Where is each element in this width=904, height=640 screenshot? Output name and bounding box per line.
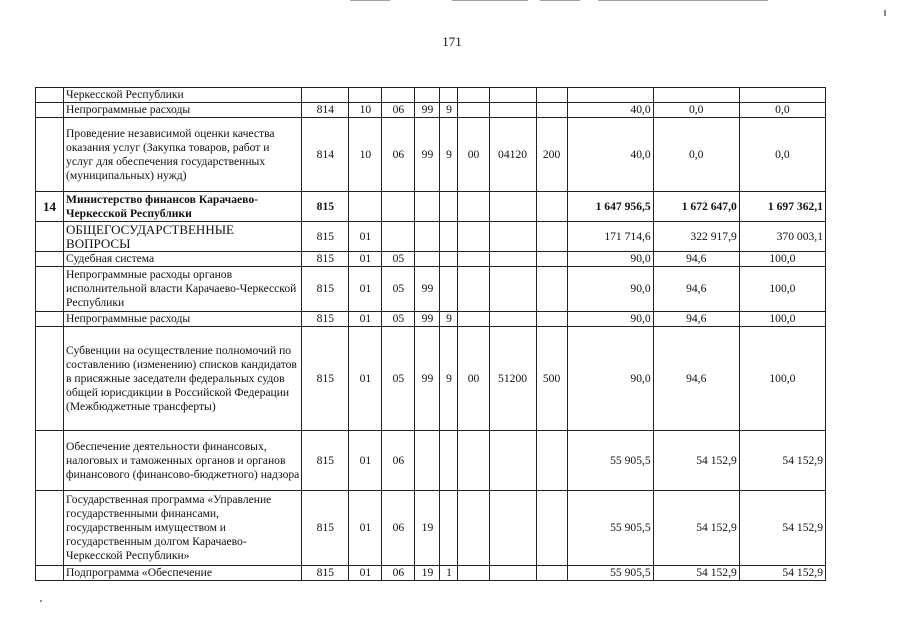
direction-code bbox=[489, 192, 536, 222]
scan-mark bbox=[40, 600, 42, 602]
podrazdel-code bbox=[382, 192, 415, 222]
program-code: 99 bbox=[415, 103, 440, 118]
direction-code bbox=[489, 252, 536, 267]
amount-year-1: 40,0 bbox=[567, 118, 653, 192]
expense-type-code bbox=[536, 312, 567, 327]
table-row bbox=[36, 566, 826, 581]
program-code: 99 bbox=[415, 118, 440, 192]
subprogram-code bbox=[440, 491, 458, 566]
vedom-code: 815 bbox=[302, 491, 349, 566]
scan-mark bbox=[540, 0, 580, 1]
row-name: Субвенции на осуществление полномочий по составлению (изменению) списков кандидатов в присяжные заседатели федеральных судов общей юрисдикции в Российской Федерации (Межбюджетные трансферты) bbox=[64, 327, 302, 431]
row-name: Непрограммные расходы bbox=[64, 103, 302, 118]
vedom-code: 815 bbox=[302, 312, 349, 327]
amount-year-3: 0,0 bbox=[739, 118, 825, 192]
row-number bbox=[36, 222, 64, 252]
program-code bbox=[415, 88, 440, 103]
expense-type-code bbox=[536, 431, 567, 491]
table-row bbox=[36, 267, 826, 312]
row-number bbox=[36, 312, 64, 327]
vedom-code: 815 bbox=[302, 222, 349, 252]
razdel-code: 01 bbox=[349, 267, 382, 312]
amount-year-3: 54 152,9 bbox=[739, 566, 825, 581]
amount-year-2: 0,0 bbox=[653, 103, 739, 118]
amount-year-3: 370 003,1 bbox=[739, 222, 825, 252]
podrazdel-code: 06 bbox=[382, 431, 415, 491]
row-name: Министерство финансов Карачаево-Черкесской Республики bbox=[64, 192, 302, 222]
expense-type-code bbox=[536, 103, 567, 118]
subprogram-code: 1 bbox=[440, 566, 458, 581]
row-name: Подпрограмма «Обеспечение bbox=[64, 566, 302, 581]
row-name: Непрограммные расходы bbox=[64, 312, 302, 327]
row-name: ОБЩЕГОСУДАРСТВЕННЫЕ ВОПРОСЫ bbox=[64, 222, 302, 252]
subprogram-code bbox=[440, 222, 458, 252]
amount-year-2: 94,6 bbox=[653, 252, 739, 267]
row-name: Обеспечение деятельности финансовых, налоговых и таможенных органов и органов финансового (финансово-бюджетного) надзора bbox=[64, 431, 302, 491]
amount-year-1: 171 714,6 bbox=[567, 222, 653, 252]
amount-year-3: 100,0 bbox=[739, 252, 825, 267]
program-code: 99 bbox=[415, 267, 440, 312]
expense-type-code bbox=[536, 267, 567, 312]
podrazdel-code: 06 bbox=[382, 118, 415, 192]
direction-code bbox=[489, 267, 536, 312]
expense-type-code bbox=[536, 491, 567, 566]
amount-year-3: 54 152,9 bbox=[739, 431, 825, 491]
scan-mark bbox=[884, 10, 886, 16]
program-code bbox=[415, 222, 440, 252]
scan-mark bbox=[350, 0, 390, 1]
subprogram-code bbox=[440, 88, 458, 103]
vedom-code: 815 bbox=[302, 327, 349, 431]
vedom-code: 815 bbox=[302, 267, 349, 312]
page-number: 171 bbox=[442, 34, 462, 49]
amount-year-3: 54 152,9 bbox=[739, 491, 825, 566]
direction-code bbox=[489, 431, 536, 491]
main-event-code bbox=[458, 267, 489, 312]
podrazdel-code: 06 bbox=[382, 566, 415, 581]
vedom-code: 815 bbox=[302, 566, 349, 581]
row-name: Государственная программа «Управление государственными финансами, государственным имуществом и государственным долгом Карачаево-Черкесской Республики» bbox=[64, 491, 302, 566]
expense-type-code bbox=[536, 566, 567, 581]
subprogram-code: 9 bbox=[440, 327, 458, 431]
razdel-code bbox=[349, 88, 382, 103]
vedom-code: 814 bbox=[302, 118, 349, 192]
table-row bbox=[36, 103, 826, 118]
direction-code bbox=[489, 103, 536, 118]
amount-year-1: 55 905,5 bbox=[567, 566, 653, 581]
vedom-code: 815 bbox=[302, 431, 349, 491]
expense-type-code bbox=[536, 88, 567, 103]
main-event-code bbox=[458, 88, 489, 103]
amount-year-2: 54 152,9 bbox=[653, 491, 739, 566]
razdel-code: 01 bbox=[349, 491, 382, 566]
amount-year-1: 90,0 bbox=[567, 267, 653, 312]
program-code: 99 bbox=[415, 327, 440, 431]
table-row bbox=[36, 327, 826, 431]
amount-year-2: 94,6 bbox=[653, 327, 739, 431]
amount-year-3: 100,0 bbox=[739, 327, 825, 431]
amount-year-2: 54 152,9 bbox=[653, 431, 739, 491]
amount-year-3 bbox=[739, 88, 825, 103]
amount-year-1: 90,0 bbox=[567, 312, 653, 327]
amount-year-2: 1 672 647,0 bbox=[653, 192, 739, 222]
program-code bbox=[415, 431, 440, 491]
expense-type-code bbox=[536, 252, 567, 267]
amount-year-1: 90,0 bbox=[567, 327, 653, 431]
program-code: 19 bbox=[415, 566, 440, 581]
amount-year-3: 0,0 bbox=[739, 103, 825, 118]
vedom-code: 814 bbox=[302, 103, 349, 118]
direction-code bbox=[489, 222, 536, 252]
podrazdel-code: 05 bbox=[382, 267, 415, 312]
amount-year-1 bbox=[567, 88, 653, 103]
table-row bbox=[36, 491, 826, 566]
subprogram-code bbox=[440, 252, 458, 267]
vedom-code: 815 bbox=[302, 252, 349, 267]
amount-year-2: 94,6 bbox=[653, 267, 739, 312]
subprogram-code bbox=[440, 431, 458, 491]
table-row bbox=[36, 118, 826, 192]
row-name: Судебная система bbox=[64, 252, 302, 267]
scan-mark bbox=[452, 0, 528, 1]
razdel-code: 01 bbox=[349, 327, 382, 431]
expense-type-code: 200 bbox=[536, 118, 567, 192]
amount-year-2 bbox=[653, 88, 739, 103]
program-code bbox=[415, 192, 440, 222]
expense-type-code bbox=[536, 192, 567, 222]
subprogram-code: 9 bbox=[440, 103, 458, 118]
amount-year-1: 55 905,5 bbox=[567, 431, 653, 491]
subprogram-code bbox=[440, 267, 458, 312]
razdel-code: 10 bbox=[349, 103, 382, 118]
razdel-code: 01 bbox=[349, 222, 382, 252]
row-number bbox=[36, 88, 64, 103]
row-number bbox=[36, 327, 64, 431]
razdel-code: 01 bbox=[349, 312, 382, 327]
podrazdel-code: 06 bbox=[382, 491, 415, 566]
main-event-code bbox=[458, 103, 489, 118]
row-number bbox=[36, 267, 64, 312]
main-event-code bbox=[458, 222, 489, 252]
podrazdel-code bbox=[382, 222, 415, 252]
row-number bbox=[36, 566, 64, 581]
row-number bbox=[36, 431, 64, 491]
podrazdel-code: 05 bbox=[382, 327, 415, 431]
direction-code: 51200 bbox=[489, 327, 536, 431]
table-row bbox=[36, 88, 826, 103]
main-event-code bbox=[458, 312, 489, 327]
direction-code bbox=[489, 566, 536, 581]
subprogram-code: 9 bbox=[440, 312, 458, 327]
razdel-code: 01 bbox=[349, 431, 382, 491]
podrazdel-code: 05 bbox=[382, 312, 415, 327]
row-number bbox=[36, 103, 64, 118]
vedom-code bbox=[302, 88, 349, 103]
row-number bbox=[36, 491, 64, 566]
budget-table bbox=[35, 87, 826, 581]
podrazdel-code: 06 bbox=[382, 103, 415, 118]
row-name: Проведение независимой оценки качества оказания услуг (Закупка товаров, работ и услуг для обеспечения государственных (муниципальных) нужд) bbox=[64, 118, 302, 192]
program-code: 99 bbox=[415, 312, 440, 327]
subprogram-code bbox=[440, 192, 458, 222]
row-number: 14 bbox=[36, 192, 64, 222]
direction-code: 04120 bbox=[489, 118, 536, 192]
main-event-code bbox=[458, 491, 489, 566]
vedom-code: 815 bbox=[302, 192, 349, 222]
main-event-code bbox=[458, 431, 489, 491]
amount-year-1: 1 647 956,5 bbox=[567, 192, 653, 222]
razdel-code: 01 bbox=[349, 252, 382, 267]
main-event-code bbox=[458, 566, 489, 581]
amount-year-3: 100,0 bbox=[739, 267, 825, 312]
subprogram-code: 9 bbox=[440, 118, 458, 192]
amount-year-1: 40,0 bbox=[567, 103, 653, 118]
expense-type-code bbox=[536, 222, 567, 252]
expense-type-code: 500 bbox=[536, 327, 567, 431]
main-event-code: 00 bbox=[458, 118, 489, 192]
row-name: Непрограммные расходы органов исполнительной власти Карачаево-Черкесской Республики bbox=[64, 267, 302, 312]
razdel-code: 01 bbox=[349, 566, 382, 581]
direction-code bbox=[489, 491, 536, 566]
amount-year-1: 90,0 bbox=[567, 252, 653, 267]
main-event-code bbox=[458, 252, 489, 267]
podrazdel-code bbox=[382, 88, 415, 103]
amount-year-2: 0,0 bbox=[653, 118, 739, 192]
main-event-code bbox=[458, 192, 489, 222]
table-row bbox=[36, 252, 826, 267]
table-row bbox=[36, 431, 826, 491]
amount-year-2: 94,6 bbox=[653, 312, 739, 327]
row-name: Черкесской Республики bbox=[64, 88, 302, 103]
amount-year-1: 55 905,5 bbox=[567, 491, 653, 566]
program-code bbox=[415, 252, 440, 267]
amount-year-3: 1 697 362,1 bbox=[739, 192, 825, 222]
razdel-code: 10 bbox=[349, 118, 382, 192]
amount-year-2: 322 917,9 bbox=[653, 222, 739, 252]
row-number bbox=[36, 118, 64, 192]
table-row bbox=[36, 222, 826, 252]
direction-code bbox=[489, 88, 536, 103]
program-code: 19 bbox=[415, 491, 440, 566]
main-event-code: 00 bbox=[458, 327, 489, 431]
podrazdel-code: 05 bbox=[382, 252, 415, 267]
table-row bbox=[36, 192, 826, 222]
table-row bbox=[36, 312, 826, 327]
amount-year-2: 54 152,9 bbox=[653, 566, 739, 581]
row-number bbox=[36, 252, 64, 267]
direction-code bbox=[489, 312, 536, 327]
amount-year-3: 100,0 bbox=[739, 312, 825, 327]
razdel-code bbox=[349, 192, 382, 222]
scan-mark bbox=[598, 0, 768, 1]
